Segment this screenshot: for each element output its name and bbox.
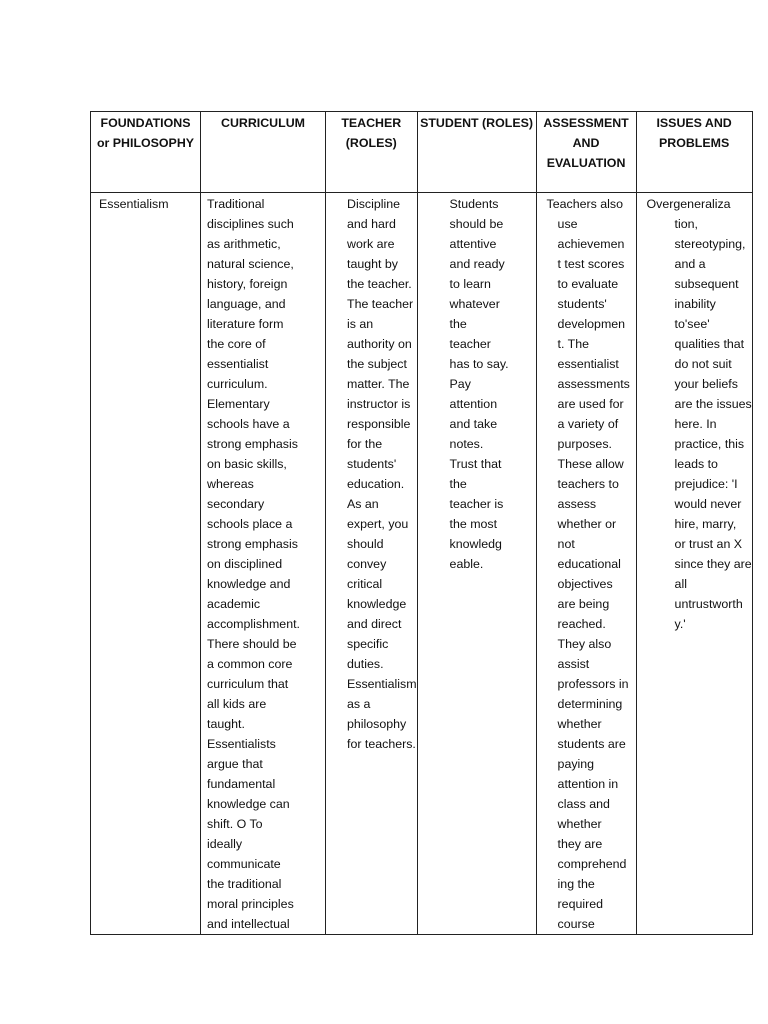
teacher-line: as a — [347, 697, 371, 711]
curriculum-line: accomplishment. — [207, 617, 300, 631]
curriculum-line: as arithmetic, — [207, 237, 281, 251]
assessment-line: whether — [557, 817, 602, 831]
curriculum-line: Traditional — [207, 197, 265, 211]
assessment-line: attention in — [557, 777, 619, 791]
issues-line: are the issues — [674, 397, 752, 411]
teacher-line: knowledge — [347, 597, 407, 611]
student-line: attention — [449, 397, 498, 411]
curriculum-line: history, foreign — [207, 277, 288, 291]
cell-issues — [636, 193, 752, 935]
issues-line: subsequent — [674, 277, 739, 291]
student-line: knowledg — [449, 537, 502, 551]
teacher-line: should — [347, 537, 384, 551]
assessment-line: class and — [557, 797, 610, 811]
assessment-line: They also — [557, 637, 612, 651]
issues-line: your beliefs — [674, 377, 738, 391]
assessment-line: a variety of — [557, 417, 619, 431]
assessment-line: students' — [557, 297, 607, 311]
teacher-line: critical — [347, 577, 383, 591]
curriculum-line: a common core — [207, 657, 293, 671]
philosophy-line: Essentialism — [99, 197, 169, 211]
header-curriculum: CURRICULUM — [201, 112, 326, 193]
assessment-line: are being — [557, 597, 610, 611]
assessment-line: course — [557, 917, 595, 931]
cell-curriculum — [201, 193, 326, 935]
teacher-line: matter. The — [347, 377, 410, 391]
student-line: Trust that — [449, 457, 502, 471]
cell-assessment — [536, 193, 636, 935]
teacher-line: duties. — [347, 657, 384, 671]
header-row — [91, 112, 753, 193]
assessment-line: purposes. — [557, 437, 612, 451]
assessment-line: whether or — [557, 517, 617, 531]
curriculum-line: schools have a — [207, 417, 290, 431]
header-assessment: ASSESSMENT AND EVALUATION — [536, 112, 636, 193]
issues-line: to'see' — [674, 317, 710, 331]
teacher-line: for teachers. — [347, 737, 416, 751]
assessment-line: comprehend — [557, 857, 627, 871]
assessment-line: developmen — [557, 317, 626, 331]
assessment-line: assessments — [557, 377, 630, 391]
curriculum-line: shift. O To — [207, 817, 263, 831]
curriculum-line: natural science, — [207, 257, 294, 271]
teacher-line: education. — [347, 477, 405, 491]
student-line: attentive — [449, 237, 497, 251]
student-line: whatever — [449, 297, 500, 311]
teacher-line: work are — [347, 237, 395, 251]
assessment-line: assess — [557, 497, 597, 511]
teacher-line: the teacher. — [347, 277, 412, 291]
student-line: the most — [449, 517, 498, 531]
issues-line: leads to — [674, 457, 718, 471]
teacher-line: specific — [347, 637, 389, 651]
student-line: has to say. — [449, 357, 509, 371]
issues-line: qualities that — [674, 337, 745, 351]
issues-line: prejudice: 'I — [674, 477, 738, 491]
curriculum-line: language, and — [207, 297, 286, 311]
issues-line: practice, this — [674, 437, 745, 451]
teacher-line: responsible — [347, 417, 411, 431]
cell-teacher — [326, 193, 418, 935]
cell-student — [417, 193, 536, 935]
curriculum-line: argue that — [207, 757, 263, 771]
teacher-line: The teacher — [347, 297, 414, 311]
assessment-line: use — [557, 217, 578, 231]
assessment-line: These allow — [557, 457, 624, 471]
issues-line: here. In — [674, 417, 717, 431]
curriculum-line: essentialist — [207, 357, 269, 371]
assessment-line: reached. — [557, 617, 606, 631]
assessment-line: educational — [557, 557, 621, 571]
student-line: the — [449, 317, 467, 331]
curriculum-line: ideally — [207, 837, 243, 851]
student-line: notes. — [449, 437, 484, 451]
curriculum-line: strong emphasis — [207, 537, 298, 551]
student-line: should be — [449, 217, 504, 231]
curriculum-line: taught. — [207, 717, 245, 731]
curriculum-line: Elementary — [207, 397, 270, 411]
student-line: teacher — [449, 337, 491, 351]
curriculum-line: and intellectual — [207, 917, 290, 931]
student-line: Pay — [449, 377, 471, 391]
assessment-line: paying — [557, 757, 595, 771]
issues-line: Overgeneraliza — [646, 197, 731, 211]
issues-line: since they are — [674, 557, 752, 571]
issues-line: hire, marry, — [674, 517, 737, 531]
teacher-line: philosophy — [347, 717, 407, 731]
assessment-line: professors in — [557, 677, 629, 691]
curriculum-line: curriculum that — [207, 677, 289, 691]
assessment-line: they are — [557, 837, 603, 851]
student-line: and ready — [449, 257, 505, 271]
teacher-line: the subject — [347, 357, 407, 371]
assessment-line: assist — [557, 657, 590, 671]
student-line: Students — [449, 197, 499, 211]
curriculum-line: fundamental — [207, 777, 276, 791]
header-teacher: TEACHER (ROLES) — [326, 112, 418, 193]
assessment-line: not — [557, 537, 575, 551]
curriculum-line: curriculum. — [207, 377, 268, 391]
curriculum-line: the core of — [207, 337, 266, 351]
curriculum-line: all kids are — [207, 697, 267, 711]
teacher-line: convey — [347, 557, 387, 571]
cell-philosophy — [91, 193, 201, 935]
assessment-line: teachers to — [557, 477, 619, 491]
table-row — [91, 193, 753, 935]
header-student: STUDENT (ROLES) — [417, 112, 536, 193]
assessment-line: required — [557, 897, 604, 911]
curriculum-line: There should be — [207, 637, 297, 651]
curriculum-line: communicate — [207, 857, 281, 871]
assessment-line: objectives — [557, 577, 613, 591]
issues-line: tion, — [674, 217, 698, 231]
curriculum-line: the traditional — [207, 877, 282, 891]
curriculum-line: literature form — [207, 317, 284, 331]
student-line: teacher is — [449, 497, 504, 511]
curriculum-line: secondary — [207, 497, 265, 511]
issues-line: inability — [674, 297, 716, 311]
teacher-line: authority on — [347, 337, 412, 351]
student-line: eable. — [449, 557, 484, 571]
teacher-line: Discipline — [347, 197, 401, 211]
issues-line: untrustworth — [674, 597, 743, 611]
curriculum-line: academic — [207, 597, 261, 611]
assessment-line: students are — [557, 737, 626, 751]
issues-line: all — [674, 577, 687, 591]
teacher-line: expert, you — [347, 517, 409, 531]
assessment-line: essentialist — [557, 357, 619, 371]
curriculum-line: Essentialists — [207, 737, 276, 751]
philosophy-table — [90, 111, 753, 935]
teacher-line: students' — [347, 457, 397, 471]
assessment-line: t test scores — [557, 257, 625, 271]
issues-line: would never — [674, 497, 742, 511]
assessment-line: ing the — [557, 877, 595, 891]
assessment-line: determining — [557, 697, 623, 711]
issues-line: y.' — [674, 617, 686, 631]
issues-line: do not suit — [674, 357, 732, 371]
assessment-line: whether — [557, 717, 602, 731]
curriculum-line: knowledge can — [207, 797, 290, 811]
curriculum-line: disciplines such — [207, 217, 294, 231]
curriculum-line: whereas — [207, 477, 254, 491]
header-foundations: FOUNDATIONS or PHILOSOPHY — [91, 112, 201, 193]
curriculum-line: strong emphasis — [207, 437, 298, 451]
assessment-line: to evaluate — [557, 277, 619, 291]
teacher-line: Essentialism — [347, 677, 417, 691]
header-issues: ISSUES AND PROBLEMS — [636, 112, 752, 193]
curriculum-line: on basic skills, — [207, 457, 287, 471]
student-line: the — [449, 477, 467, 491]
teacher-line: for the — [347, 437, 383, 451]
teacher-line: taught by — [347, 257, 398, 271]
curriculum-line: schools place a — [207, 517, 293, 531]
issues-line: stereotyping, — [674, 237, 746, 251]
teacher-line: instructor is — [347, 397, 411, 411]
teacher-line: and direct — [347, 617, 402, 631]
curriculum-line: knowledge and — [207, 577, 291, 591]
curriculum-line: on disciplined — [207, 557, 283, 571]
student-line: to learn — [449, 277, 491, 291]
assessment-line: t. The — [557, 337, 590, 351]
issues-line: and a — [674, 257, 706, 271]
assessment-line: are used for — [557, 397, 624, 411]
assessment-line: Teachers also — [546, 197, 623, 211]
curriculum-line: moral principles — [207, 897, 294, 911]
teacher-line: As an — [347, 497, 379, 511]
assessment-line: achievemen — [557, 237, 625, 251]
teacher-line: and hard — [347, 217, 396, 231]
student-line: and take — [449, 417, 498, 431]
teacher-line: is an — [347, 317, 374, 331]
issues-line: or trust an X — [674, 537, 743, 551]
